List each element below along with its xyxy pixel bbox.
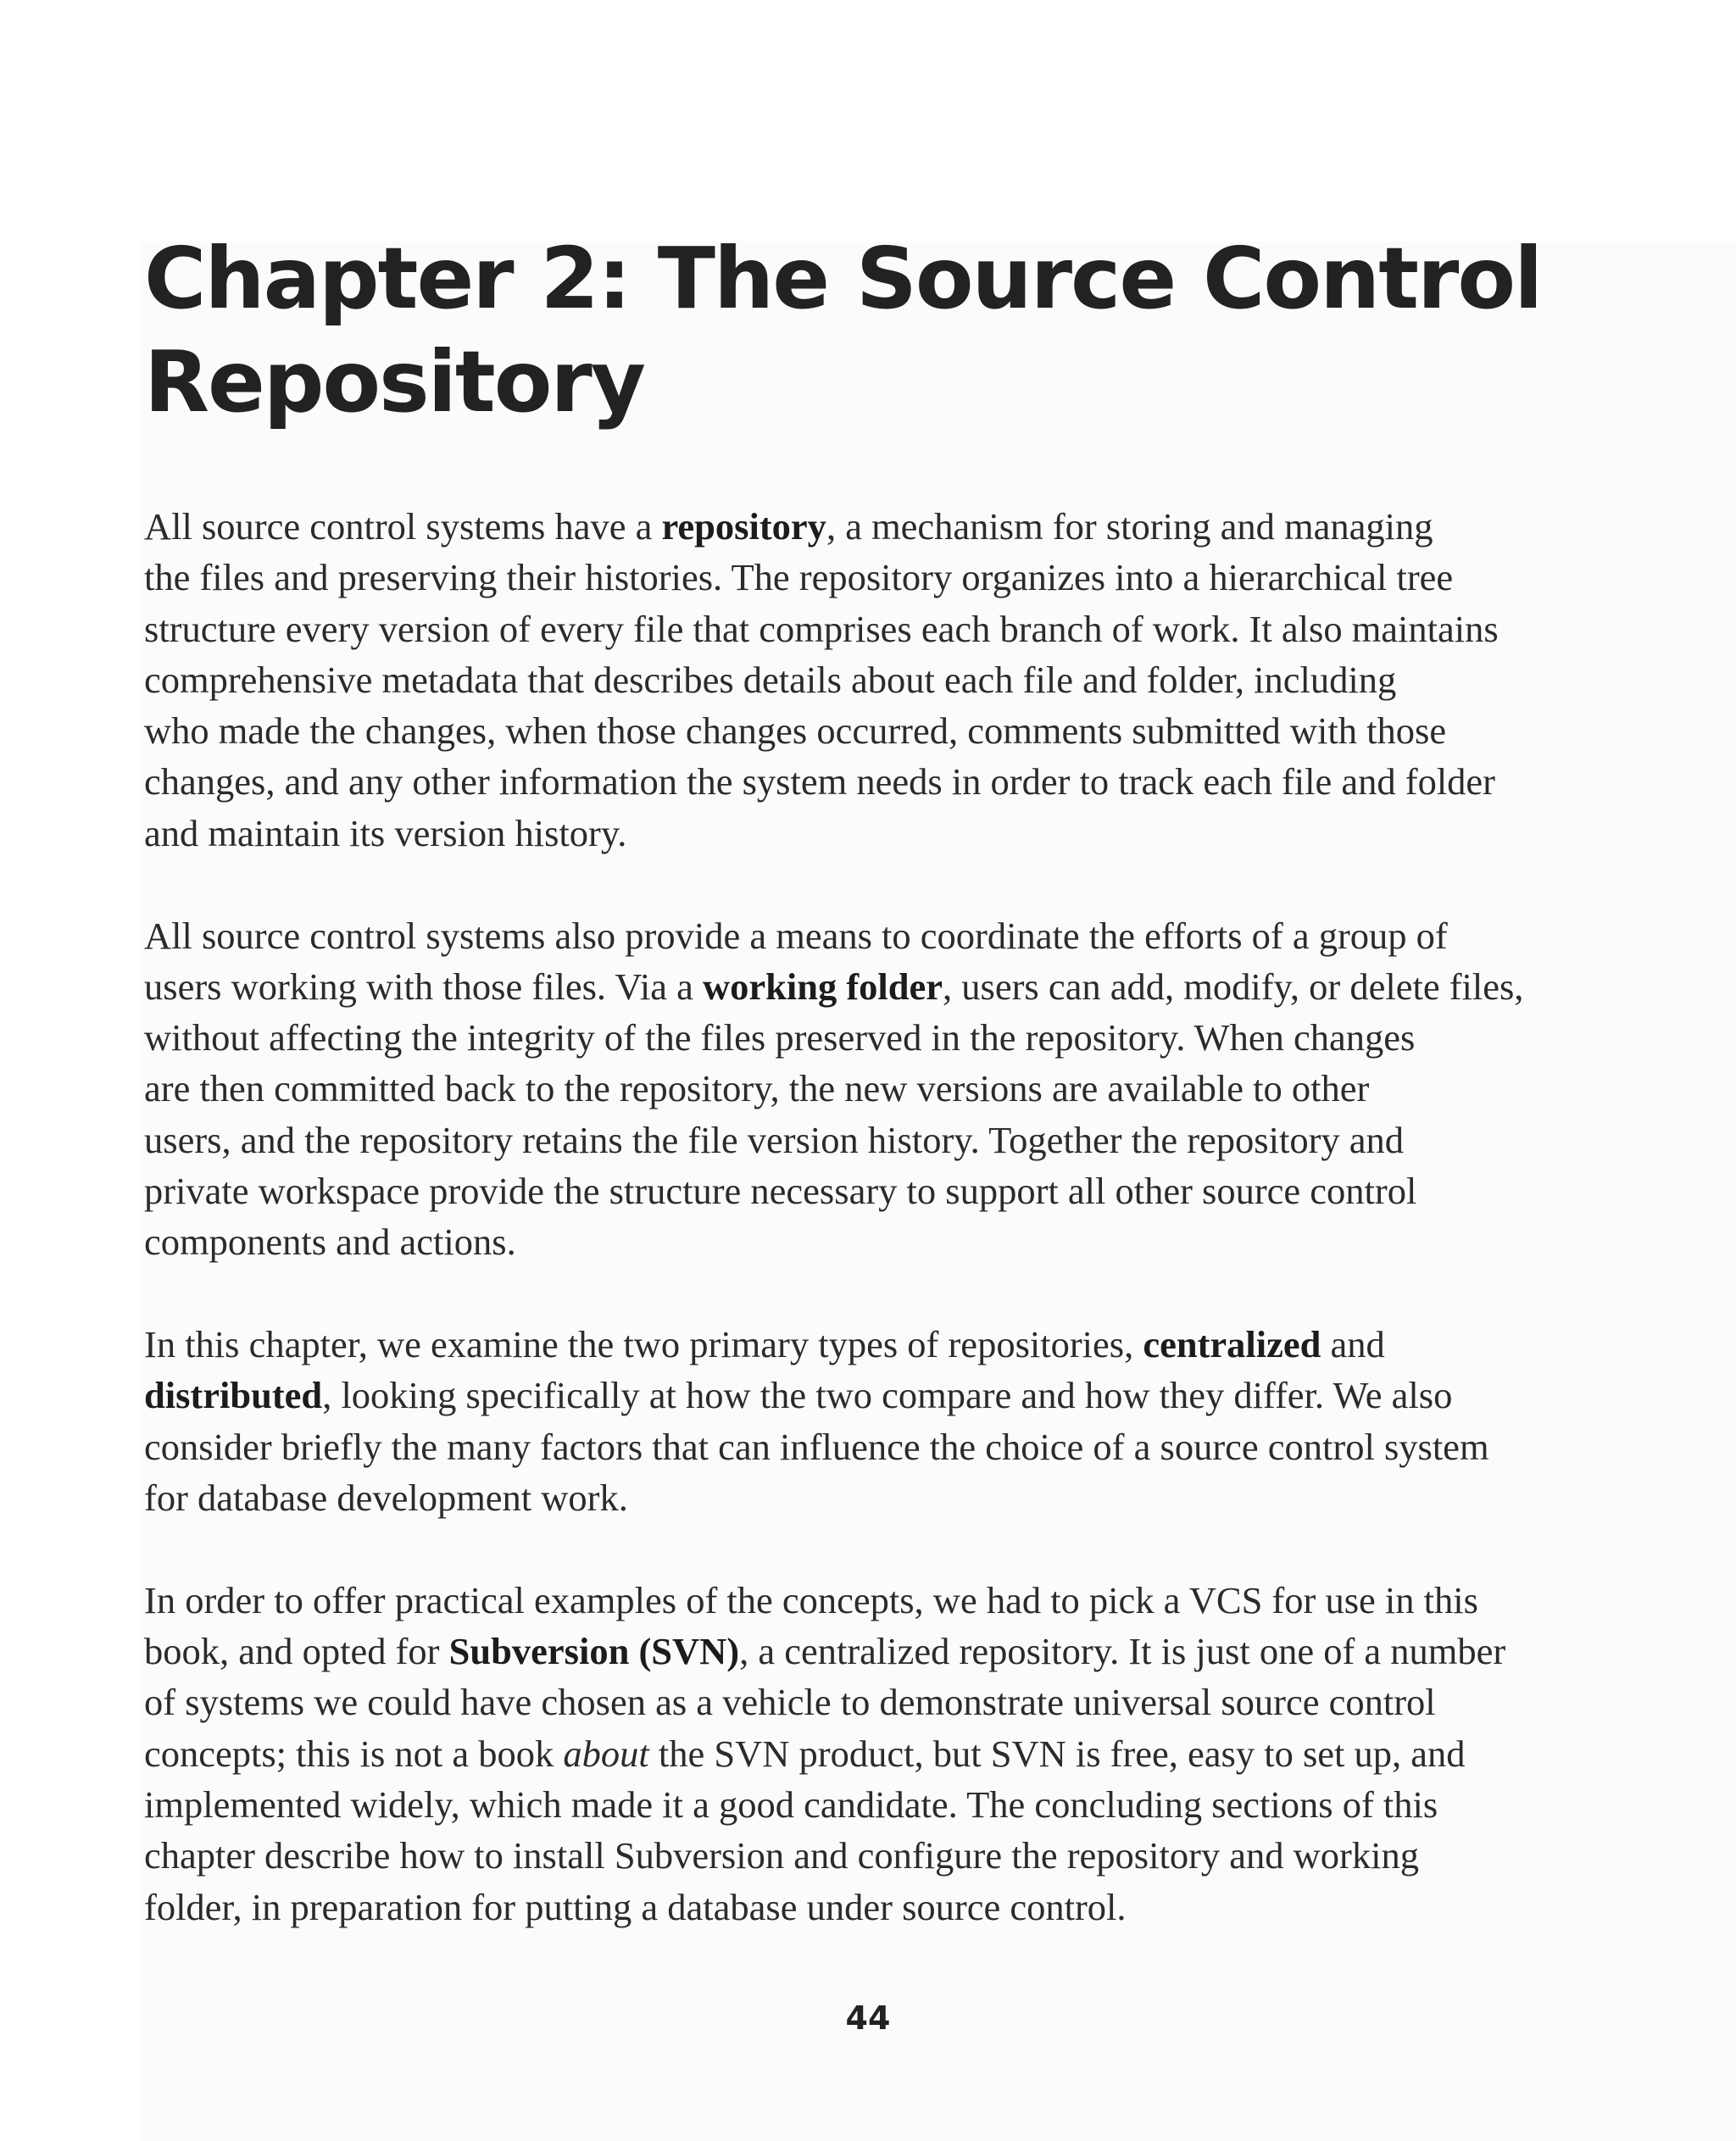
text-line: [144, 1370, 1602, 1421]
text-segment: consider briefly the many factors that can influence the choice of a source control system: [144, 1425, 1489, 1468]
bold-term: repository: [661, 505, 826, 548]
text-line: [144, 603, 1602, 654]
text-line: [144, 910, 1602, 961]
bold-term: Subversion (SVN): [448, 1630, 740, 1673]
paragraph: [144, 501, 1602, 859]
text-segment: who made the changes, when those changes occurred, comments submitted with those: [144, 709, 1447, 753]
text-line: [144, 1575, 1602, 1626]
text-line: [144, 1626, 1602, 1677]
bold-term: distributed: [144, 1374, 323, 1417]
text-segment: the files and preserving their histories. The repository organizes into a hierarchical tree: [144, 556, 1454, 599]
text-segment: , a mechanism for storing and managing: [826, 505, 1433, 548]
text-segment: and: [1321, 1323, 1385, 1366]
text-segment: changes, and any other information the system needs in order to track each file and folder: [144, 760, 1496, 804]
text-line: [144, 1319, 1602, 1370]
text-segment: the SVN product, but SVN is free, easy to set up, and: [648, 1732, 1466, 1775]
text-segment: components and actions.: [144, 1221, 516, 1264]
text-line: [144, 1677, 1602, 1727]
text-line: [144, 1472, 1602, 1523]
text-segment: without affecting the integrity of the files preserved in the repository. When changes: [144, 1016, 1416, 1059]
text-segment: for database development work.: [144, 1476, 628, 1520]
text-segment: users working with those files. Via a: [144, 965, 703, 1008]
bold-term: centralized: [1143, 1323, 1321, 1366]
text-line: [144, 1728, 1602, 1779]
text-segment: All source control systems also provide a means to coordinate the efforts of a group of: [144, 914, 1448, 957]
text-segment: comprehensive metadata that describes details about each file and folder, including: [144, 658, 1397, 701]
text-line: [144, 1012, 1602, 1063]
italic-text: about: [563, 1732, 649, 1775]
text-segment: In this chapter, we examine the two primary types of repositories,: [144, 1323, 1143, 1366]
text-line: [144, 501, 1602, 552]
text-line: [144, 808, 1602, 859]
bold-term: working folder: [702, 965, 943, 1008]
text-line: [144, 1830, 1602, 1881]
text-segment: book, and opted for: [144, 1630, 449, 1673]
text-segment: structure every version of every file that comprises each branch of work. It also maintains: [144, 607, 1499, 650]
text-line: [144, 756, 1602, 807]
text-line: [144, 1165, 1602, 1216]
text-line: [144, 1779, 1602, 1830]
text-line: [144, 1063, 1602, 1114]
paragraph: [144, 1319, 1602, 1523]
chapter-title: [144, 227, 1636, 434]
chapter-title-line: Chapter 2: The Source Control: [144, 229, 1542, 328]
text-line: [144, 552, 1602, 603]
text-segment: are then committed back to the repository, the new versions are available to other: [144, 1067, 1370, 1110]
text-segment: All source control systems have a: [144, 505, 662, 548]
text-line: [144, 961, 1602, 1012]
body-text: [144, 501, 1602, 1983]
text-line: [144, 1882, 1602, 1932]
text-segment: private workspace provide the structure necessary to support all other source control: [144, 1170, 1417, 1213]
text-line: [144, 1115, 1602, 1165]
text-segment: , a centralized repository. It is just one of a number: [739, 1630, 1506, 1673]
text-line: [144, 654, 1602, 705]
page-number: 44: [845, 1999, 891, 2037]
text-segment: implemented widely, which made it a good candidate. The concluding sections of this: [144, 1783, 1438, 1827]
paragraph: [144, 1575, 1602, 1932]
text-segment: of systems we could have chosen as a vehicle to demonstrate universal source control: [144, 1681, 1436, 1724]
text-segment: users, and the repository retains the file version history. Together the repository and: [144, 1118, 1405, 1161]
text-line: [144, 705, 1602, 756]
text-segment: , users can add, modify, or delete files,: [943, 965, 1524, 1008]
text-segment: folder, in preparation for putting a database under source control.: [144, 1885, 1127, 1928]
paragraph: [144, 910, 1602, 1268]
text-segment: concepts; this is not a book: [144, 1732, 564, 1775]
text-segment: In order to offer practical examples of the concepts, we had to pick a VCS for use in this: [144, 1578, 1478, 1621]
text-line: [144, 1421, 1602, 1472]
text-line: [144, 1216, 1602, 1267]
text-segment: and maintain its version history.: [144, 811, 627, 854]
chapter-title-line: Repository: [144, 332, 644, 431]
text-segment: chapter describe how to install Subversion and configure the repository and working: [144, 1834, 1419, 1877]
text-segment: , looking specifically at how the two compare and how they differ. We also: [322, 1374, 1453, 1417]
